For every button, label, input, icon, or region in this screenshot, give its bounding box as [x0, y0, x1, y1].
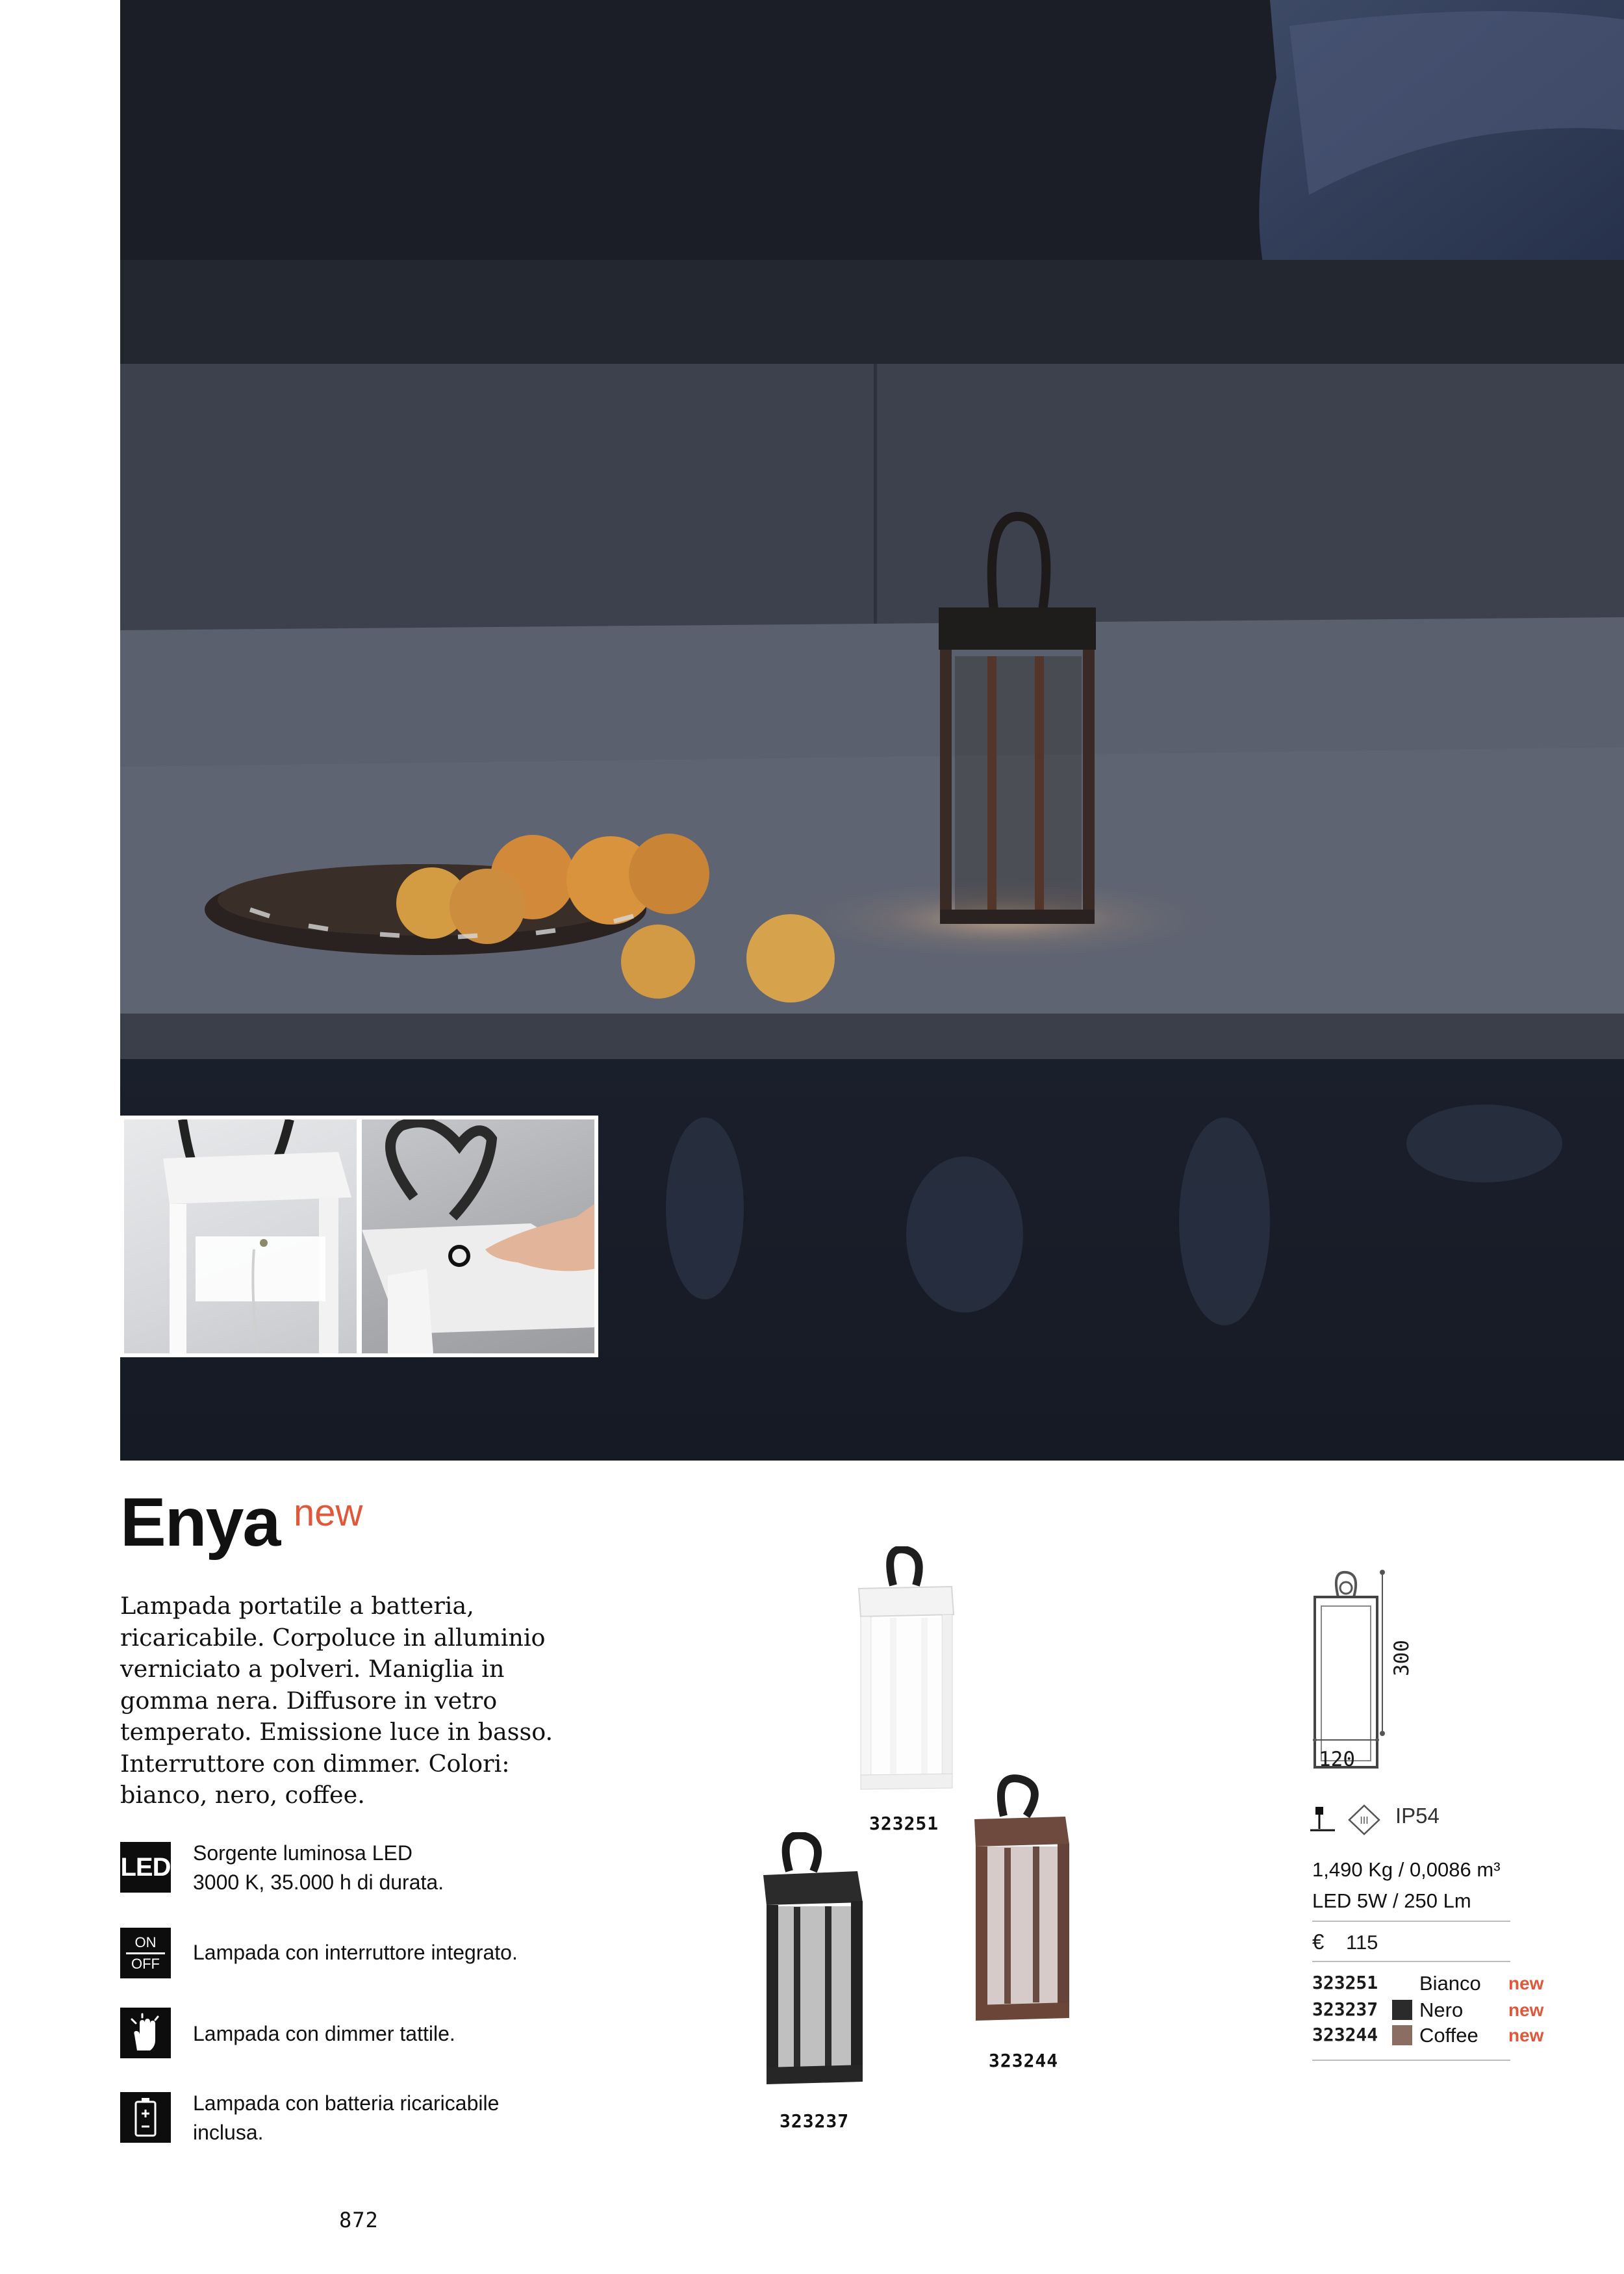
off-label: OFF [131, 1955, 160, 1972]
feature-battery-text [193, 2089, 499, 2147]
feature-led-text [193, 1839, 444, 1897]
power-output: LED 5W / 250 Lm [1312, 1889, 1471, 1912]
product-image-white [844, 1546, 968, 1800]
feature-battery-line2: inclusa. [193, 2121, 264, 2144]
variant-color-name: Bianco [1419, 1972, 1481, 1995]
product-image-black [754, 1832, 877, 2092]
variant-code: 323237 [1312, 1999, 1378, 2020]
detail-photo-charging [124, 1119, 357, 1353]
color-swatch-coffee [1392, 2025, 1412, 2045]
variant-new-badge: new [1508, 1973, 1544, 1993]
product-title: Enya [120, 1484, 280, 1561]
product-image-coffee [955, 1774, 1085, 2034]
table-lamp-icon [1310, 1807, 1335, 1830]
dimension-width: 120 [1319, 1748, 1355, 1771]
currency-symbol: € [1312, 1930, 1325, 1954]
on-label: ON [134, 1934, 157, 1950]
product-description: Lampada portatile a batteria, ricaricabile. Corpoluce in alluminio verniciato a polveri. Maniglia in gomma nera. Diffusore in vetro temperato. Emissione luce in basso. Interruttore con dimmer. Colori: bianco, nero, coffee. [120, 1592, 553, 1809]
variant-new-badge: new [1508, 2000, 1544, 2020]
variant-code: 323251 [1312, 1972, 1378, 1993]
detail-photos [120, 1116, 598, 1357]
ip-rating-row [1309, 1803, 1390, 1835]
variant-color-name: Nero [1419, 1999, 1464, 2021]
feature-switch-text: Lampada con interruttore integrato. [193, 1941, 518, 1964]
rechargeable-battery-icon [120, 2092, 171, 2143]
divider [1312, 1961, 1510, 1962]
divider [1312, 1921, 1510, 1922]
variant-code: 323244 [1312, 2024, 1378, 2045]
variant-color-name: Coffee [1419, 2024, 1478, 2047]
led-icon-label: LED [120, 1852, 171, 1882]
dimension-height: 300 [1390, 1640, 1414, 1676]
product-code-white: 323251 [869, 1813, 939, 1834]
led-icon [120, 1842, 171, 1893]
price: 115 [1346, 1931, 1378, 1954]
page-number: 872 [339, 2208, 379, 2232]
color-swatch-white [1392, 1973, 1412, 1993]
touch-dimmer-hand-icon [120, 2008, 171, 2058]
color-swatch-black [1392, 2000, 1412, 2020]
svg-text:III: III [1360, 1815, 1369, 1826]
variant-new-badge: new [1508, 2025, 1544, 2045]
new-badge: new [294, 1492, 363, 1534]
class-iii-icon [1349, 1806, 1379, 1834]
product-code-black: 323237 [780, 2110, 850, 2132]
feature-led-line1: Sorgente luminosa LED [193, 1841, 412, 1865]
feature-led-line2: 3000 K, 35.000 h di durata. [193, 1871, 444, 1894]
divider [1312, 2060, 1510, 2061]
weight-volume: 1,490 Kg / 0,0086 m³ [1312, 1858, 1501, 1881]
on-off-switch-icon [120, 1928, 171, 1978]
ip-rating: IP54 [1395, 1804, 1440, 1828]
product-code-coffee: 323244 [989, 2050, 1059, 2071]
detail-photo-touch-switch [362, 1119, 594, 1353]
feature-battery-line1: Lampada con batteria ricaricabile [193, 2091, 500, 2115]
feature-dimmer-text: Lampada con dimmer tattile. [193, 2022, 455, 2045]
